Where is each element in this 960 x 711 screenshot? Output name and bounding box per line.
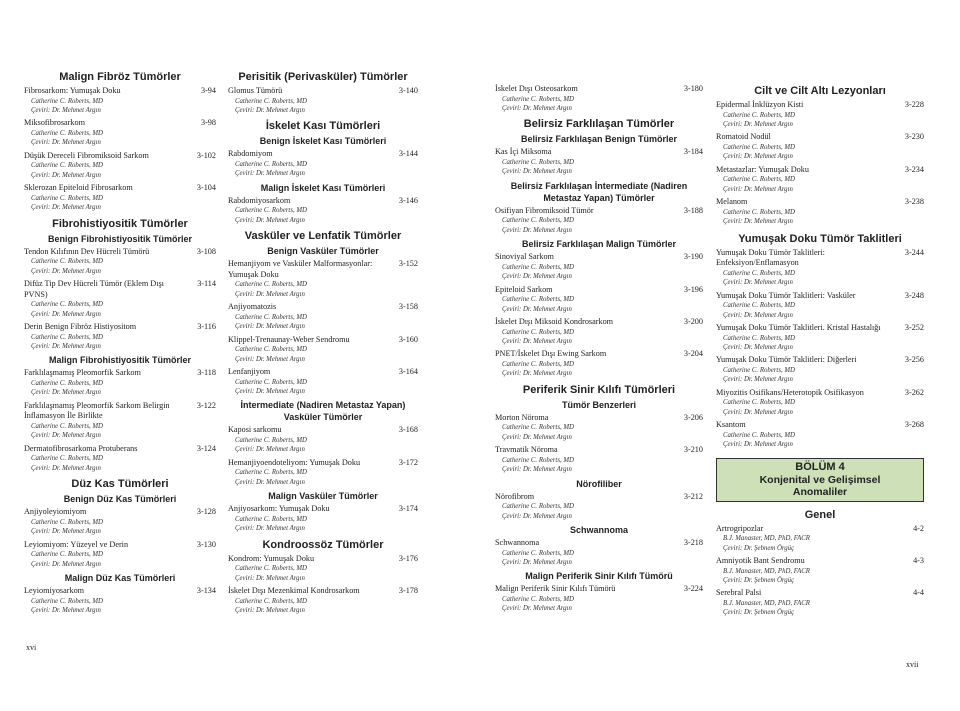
entry-title: Miksofibrosarkom: [24, 118, 85, 128]
entry-title: Yumuşak Doku Tümör Taklitleri: Diğerleri: [716, 355, 857, 365]
entry-translator: Çeviri: Dr. Mehmet Argın: [31, 267, 101, 275]
entry-author: Catherine C. Roberts, MD: [502, 263, 574, 271]
toc-entry[interactable]: [716, 197, 924, 226]
entry-translator: Çeviri: Dr. Mehmet Argın: [502, 168, 572, 176]
entry-page-number: 3-238: [904, 197, 924, 207]
entry-author: Catherine C. Roberts, MD: [502, 503, 574, 511]
toc-entry[interactable]: [228, 259, 418, 299]
entry-title: Kas İçi Miksoma: [495, 147, 552, 157]
entry-page-number: 3-172: [398, 457, 418, 467]
entry-title: Rabdomiyosarkom: [228, 195, 291, 205]
entry-author: Catherine C. Roberts, MD: [31, 455, 103, 463]
entry-page-number: 4-3: [913, 556, 924, 566]
entry-page-number: 4-2: [913, 523, 924, 533]
entry-title: Ksantom: [716, 420, 746, 430]
entry-author: Catherine C. Roberts, MD: [502, 596, 574, 604]
entry-author: B.J. Manaster, MD, PhD, FACR: [723, 567, 810, 575]
entry-translator: Çeviri: Dr. Mehmet Argın: [235, 388, 305, 396]
toc-entry[interactable]: [495, 206, 703, 235]
toc-entry[interactable]: [228, 86, 418, 115]
entry-page-number: 3-212: [683, 491, 703, 501]
subsection-heading: Benign İskelet Kası Tümörleri: [259, 136, 387, 147]
subsection-heading: İntermediate (Nadiren Metastaz Yapan) Vasküler Tümörler: [240, 400, 406, 423]
entry-page-number: 3-230: [904, 132, 924, 142]
entry-title: Schwannoma: [495, 538, 540, 548]
entry-author: Catherine C. Roberts, MD: [723, 399, 795, 407]
entry-page-number: 3-140: [398, 86, 418, 95]
entry-title: Epidermal İnklüzyon Kisti: [716, 100, 804, 109]
subsection-heading: Benign Düz Kas Tümörleri: [63, 494, 177, 505]
entry-page-number: 3-108: [196, 246, 216, 256]
entry-translator: Çeviri: Dr. Mehmet Argın: [235, 216, 305, 224]
toc-entry[interactable]: [24, 444, 216, 473]
entry-title: Epiteloid Sarkom: [495, 284, 553, 294]
entry-page-number: 3-128: [196, 507, 216, 517]
entry-title: Yumuşak Doku Tümör Taklitleri: Vasküler: [716, 290, 856, 300]
toc-entry[interactable]: [228, 302, 418, 331]
entry-title: Yumuşak Doku Tümör Taklitleri. Kristal Hastalığı: [716, 323, 881, 333]
page-number-right: xvii: [906, 660, 919, 669]
section-heading: İskelet Kası Tümörleri: [265, 120, 381, 133]
entry-author: Catherine C. Roberts, MD: [31, 194, 103, 202]
entry-page-number: 3-210: [683, 445, 703, 455]
toc-entry[interactable]: [716, 323, 924, 352]
subsection-heading: Belirsiz Farklılaşan İntermediate (Nadiren Metastaz Yapan) Tümörler: [510, 180, 688, 203]
entry-author: Catherine C. Roberts, MD: [235, 469, 307, 477]
entry-translator: Çeviri: Dr. Mehmet Argın: [502, 305, 572, 313]
subsection-heading: Schwannoma: [569, 525, 628, 536]
entry-author: Catherine C. Roberts, MD: [502, 549, 574, 557]
entry-translator: Çeviri: Dr. Mehmet Argın: [723, 344, 793, 352]
toc-entry[interactable]: [228, 367, 418, 396]
entry-author: Catherine C. Roberts, MD: [31, 423, 103, 431]
toc-entry[interactable]: [716, 100, 924, 129]
toc-entry[interactable]: [495, 349, 703, 378]
entry-page-number: 3-256: [904, 355, 924, 365]
toc-entry[interactable]: [716, 420, 924, 449]
entry-translator: Çeviri: Dr. Mehmet Argın: [31, 107, 101, 114]
toc-entry[interactable]: [24, 86, 216, 115]
entry-translator: Çeviri: Dr. Mehmet Argın: [31, 343, 101, 351]
entry-translator: Çeviri: Dr. Mehmet Argın: [723, 279, 793, 287]
entry-author: Catherine C. Roberts, MD: [235, 346, 307, 354]
toc-entry[interactable]: [495, 84, 703, 113]
entry-title: Anjiyosarkom: Yumuşak Doku: [228, 504, 330, 514]
entry-translator: Çeviri: Dr. Mehmet Argın: [31, 528, 101, 536]
entry-page-number: 3-224: [683, 584, 703, 594]
entry-author: Catherine C. Roberts, MD: [723, 334, 795, 342]
subsection-heading: Benign Vasküler Tümörler: [267, 246, 379, 257]
entry-title: İskelet Dışı Osteosarkom: [495, 84, 578, 93]
chapter-title-line: Anomaliler: [792, 485, 848, 498]
entry-title: Serebral Palsi: [716, 588, 762, 598]
entry-page-number: 3-206: [683, 412, 703, 422]
toc-entry[interactable]: [228, 196, 418, 225]
entry-page-number: 3-114: [197, 279, 216, 289]
subsection-heading: Malign İskelet Kası Tümörleri: [260, 182, 386, 193]
entry-page-number: 3-228: [904, 100, 924, 109]
toc-entry[interactable]: [228, 149, 418, 178]
entry-page-number: 3-204: [683, 349, 703, 359]
entry-page-number: 3-122: [196, 400, 216, 410]
entry-author: Catherine C. Roberts, MD: [235, 565, 307, 573]
entry-page-number: 3-134: [196, 586, 216, 596]
entry-page-number: 3-180: [683, 84, 703, 93]
toc-entry[interactable]: [24, 183, 216, 212]
entry-translator: Çeviri: Dr. Mehmet Argın: [502, 559, 572, 567]
entry-author: Catherine C. Roberts, MD: [235, 597, 307, 605]
section-heading: Periferik Sinir Kılıfı Tümörleri: [522, 383, 676, 396]
entry-translator: Çeviri: Dr. Mehmet Argın: [502, 466, 572, 474]
entry-translator: Çeviri: Dr. Mehmet Argın: [502, 338, 572, 346]
entry-title: Miyozitis Osifikans/Heterotopik Osifikasyon: [716, 387, 864, 397]
entry-author: Catherine C. Roberts, MD: [723, 176, 795, 184]
toc-entry[interactable]: [228, 335, 418, 364]
entry-author: Catherine C. Roberts, MD: [235, 437, 307, 445]
entry-page-number: 3-144: [398, 149, 418, 159]
entry-translator: Çeviri: Dr. Mehmet Argın: [723, 153, 793, 161]
entry-author: Catherine C. Roberts, MD: [235, 281, 307, 289]
entry-title: Anjiyomatozis: [228, 302, 277, 312]
entry-author: Catherine C. Roberts, MD: [31, 518, 103, 526]
toc-entry[interactable]: [495, 492, 703, 521]
entry-page-number: 3-160: [398, 334, 418, 344]
entry-title: Osifiyan Fibromiksoid Tümör: [495, 205, 594, 215]
entry-title: Artrogripozlar: [716, 523, 764, 533]
entry-translator: Çeviri: Dr. Mehmet Argın: [31, 560, 101, 568]
entry-title: Rabdomiyom: [228, 149, 273, 159]
entry-page-number: 3-176: [398, 553, 418, 563]
toc-entry[interactable]: [24, 368, 216, 397]
entry-author: B.J. Manaster, MD, PhD, FACR: [723, 600, 810, 608]
entry-page-number: 3-252: [904, 323, 924, 333]
entry-title: Travmatik Nöroma: [495, 445, 558, 455]
entry-author: Catherine C. Roberts, MD: [31, 380, 103, 388]
section-heading: Perisitik (Perivasküler) Tümörler: [238, 71, 408, 83]
entry-translator: Çeviri: Dr. Mehmet Argın: [235, 478, 305, 486]
entry-title: Hemanjiyom ve Vasküler Malformasyonlar: Yumuşak Doku: [228, 259, 373, 279]
entry-author: Catherine C. Roberts, MD: [723, 431, 795, 439]
entry-author: Catherine C. Roberts, MD: [235, 313, 307, 321]
entry-author: Catherine C. Roberts, MD: [235, 378, 307, 386]
subsection-heading: Malign Düz Kas Tümörleri: [64, 573, 176, 584]
entry-title: Dermatofibrosarkoma Protuberans: [24, 443, 138, 453]
entry-author: Catherine C. Roberts, MD: [235, 97, 307, 105]
entry-translator: Çeviri: Dr. Mehmet Argın: [723, 218, 793, 226]
entry-author: Catherine C. Roberts, MD: [31, 301, 103, 309]
entry-title: Sinoviyal Sarkom: [495, 252, 554, 262]
toc-entry[interactable]: [228, 554, 418, 583]
section-heading: Kondroossöz Tümörler: [262, 538, 384, 551]
entry-translator: Çeviri: Dr. Mehmet Argın: [31, 204, 101, 212]
entry-page-number: 3-102: [196, 150, 216, 160]
subsection-heading: Tümör Benzerleri: [561, 399, 637, 410]
entry-page-number: 3-116: [197, 322, 216, 332]
toc-entry[interactable]: [495, 252, 703, 281]
entry-translator: Çeviri: Dr. Mehmet Argın: [723, 185, 793, 193]
entry-translator: Çeviri: Dr. Mehmet Argın: [31, 310, 101, 318]
entry-author: Catherine C. Roberts, MD: [502, 95, 574, 103]
entry-page-number: 3-178: [398, 586, 418, 596]
toc-entry[interactable]: [24, 151, 216, 180]
subsection-heading: Belirsiz Farklılaşan Benign Tümörler: [520, 134, 678, 145]
entry-translator: Çeviri: Dr. Şebnem Örgüç: [723, 544, 795, 552]
entry-page-number: 3-98: [200, 118, 216, 128]
toc-entry[interactable]: [24, 586, 216, 615]
entry-title: Amniyotik Bant Sendromu: [716, 556, 805, 566]
entry-author: Catherine C. Roberts, MD: [502, 159, 574, 166]
entry-author: Catherine C. Roberts, MD: [502, 361, 574, 369]
section-heading: Fibrohistiyositik Tümörler: [52, 217, 188, 230]
entry-author: Catherine C. Roberts, MD: [723, 144, 795, 151]
subsection-heading: Malign Fibrohistiyositik Tümörler: [48, 355, 191, 366]
entry-translator: Çeviri: Dr. Şebnem Örgüç: [723, 609, 795, 617]
entry-translator: Çeviri: Dr. Mehmet Argın: [502, 433, 572, 441]
entry-title: Sklerozan Epiteloid Fibrosarkom: [24, 183, 133, 193]
entry-author: Catherine C. Roberts, MD: [502, 456, 574, 464]
toc-entry[interactable]: [716, 588, 924, 617]
entry-author: Catherine C. Roberts, MD: [502, 328, 574, 336]
entry-page-number: 3-218: [683, 538, 703, 548]
section-heading: Yumuşak Doku Tümör Taklitleri: [738, 232, 902, 245]
subsection-heading: Malign Vasküler Tümörler: [268, 491, 378, 502]
entry-page-number: 3-190: [683, 252, 703, 262]
entry-author: Catherine C. Roberts, MD: [31, 551, 103, 559]
entry-page-number: 3-188: [683, 205, 703, 215]
entry-translator: Çeviri: Dr. Mehmet Argın: [31, 432, 101, 440]
entry-translator: Çeviri: Dr. Mehmet Argın: [723, 441, 793, 449]
toc-entry[interactable]: [716, 291, 924, 320]
toc-column-3: [495, 84, 703, 617]
subsection-heading: Malign Periferik Sinir Kılıfı Tümörü: [525, 571, 673, 582]
entry-page-number: 3-234: [904, 164, 924, 174]
entry-title: Melanom: [716, 197, 748, 207]
entry-title: Kaposi sarkomu: [228, 425, 282, 435]
toc-entry[interactable]: [24, 401, 216, 441]
entry-author: Catherine C. Roberts, MD: [31, 258, 103, 266]
entry-translator: Çeviri: Dr. Mehmet Argın: [235, 290, 305, 298]
entry-page-number: 3-262: [904, 387, 924, 397]
entry-translator: Çeviri: Dr. Mehmet Argın: [723, 376, 793, 384]
entry-translator: Çeviri: Dr. Mehmet Argın: [235, 574, 305, 582]
entry-title: Farklılaşmamış Pleomorfik Sarkom: [24, 368, 141, 378]
entry-title: Difüz Tip Dev Hücreli Tümör (Eklem Dışı PVNS): [24, 279, 164, 299]
entry-page-number: 3-104: [196, 183, 216, 193]
entry-title: Anjiyoleyiomiyom: [24, 507, 87, 517]
subsection-heading: Belirsiz Farklılaşan Malign Tümörler: [521, 239, 677, 250]
entry-translator: Çeviri: Dr. Mehmet Argın: [502, 226, 572, 234]
toc-entry[interactable]: [24, 118, 216, 147]
section-heading: Belirsiz Farklılaşan Tümörler: [523, 118, 675, 131]
entry-translator: Çeviri: Dr. Mehmet Argın: [723, 121, 793, 128]
entry-author: Catherine C. Roberts, MD: [502, 217, 574, 225]
entry-page-number: 3-184: [683, 147, 703, 157]
entry-translator: Çeviri: Dr. Mehmet Argın: [502, 273, 572, 281]
entry-author: Catherine C. Roberts, MD: [31, 333, 103, 341]
entry-page-number: 3-168: [398, 425, 418, 435]
section-heading: Düz Kas Tümörleri: [71, 478, 169, 491]
entry-translator: Çeviri: Dr. Mehmet Argın: [235, 607, 305, 615]
toc-entry[interactable]: [495, 584, 703, 613]
entry-title: Fibrosarkom: Yumuşak Doku: [24, 86, 121, 95]
entry-page-number: 3-200: [683, 317, 703, 327]
entry-title: Morton Nöroma: [495, 412, 549, 422]
entry-title: Glomus Tümörü: [228, 86, 283, 95]
entry-title: PNET/İskelet Dışı Ewing Sarkom: [495, 349, 607, 359]
entry-page-number: 3-146: [398, 195, 418, 205]
entry-translator: Çeviri: Dr. Mehmet Argın: [31, 171, 101, 179]
entry-author: Catherine C. Roberts, MD: [723, 208, 795, 216]
toc-entry[interactable]: [228, 504, 418, 533]
toc-entry[interactable]: [228, 458, 418, 487]
entry-translator: Çeviri: Dr. Şebnem Örgüç: [723, 577, 795, 585]
entry-translator: Çeviri: Dr. Mehmet Argın: [502, 605, 572, 613]
entry-author: Catherine C. Roberts, MD: [31, 162, 103, 170]
entry-translator: Çeviri: Dr. Mehmet Argın: [502, 105, 572, 112]
toc-entry[interactable]: [716, 355, 924, 384]
toc-entry[interactable]: [716, 165, 924, 194]
toc-entry[interactable]: [716, 388, 924, 417]
entry-title: İskelet Dışı Mezenkimal Kondrosarkom: [228, 586, 360, 596]
entry-title: Derin Benign Fibröz Histiyositom: [24, 322, 137, 332]
toc-entry[interactable]: [495, 445, 703, 474]
entry-title: Yumuşak Doku Tümör Taklitleri: Enfeksiyon/Enflamasyon: [716, 247, 825, 268]
entry-title: Leyiomiyosarkom: [24, 586, 85, 596]
toc-entry[interactable]: [24, 507, 216, 536]
section-heading: Malign Fibröz Tümörler: [59, 71, 181, 83]
entry-page-number: 4-4: [913, 588, 924, 598]
entry-title: Düşük Dereceli Fibromiksoid Sarkom: [24, 150, 149, 160]
entry-translator: Çeviri: Dr. Mehmet Argın: [235, 107, 305, 114]
toc-entry[interactable]: [228, 425, 418, 454]
chapter-box: [716, 458, 924, 502]
chapter-title-line: Konjenital ve Gelişimsel: [759, 473, 881, 486]
entry-author: Catherine C. Roberts, MD: [502, 424, 574, 432]
entry-translator: Çeviri: Dr. Mehmet Argın: [31, 607, 101, 615]
entry-translator: Çeviri: Dr. Mehmet Argın: [235, 525, 305, 533]
subsection-heading: Nörofiliber: [576, 478, 622, 489]
entry-title: Malign Periferik Sinir Kılıfı Tümörü: [495, 584, 616, 594]
entry-translator: Çeviri: Dr. Mehmet Argın: [502, 512, 572, 520]
entry-author: Catherine C. Roberts, MD: [31, 130, 103, 137]
entry-title: Lenfanjiyom: [228, 367, 271, 377]
entry-author: Catherine C. Roberts, MD: [502, 296, 574, 304]
entry-author: Catherine C. Roberts, MD: [31, 597, 103, 605]
toc-entry[interactable]: [716, 524, 924, 553]
entry-title: Hemanjiyoendoteliyom: Yumuşak Doku: [228, 457, 361, 467]
entry-page-number: 3-118: [197, 368, 216, 378]
entry-title: Nörofibrom: [495, 491, 535, 501]
toc-column-1: [24, 70, 216, 618]
entry-page-number: 3-196: [683, 284, 703, 294]
entry-translator: Çeviri: Dr. Mehmet Argın: [723, 311, 793, 319]
entry-page-number: 3-268: [904, 420, 924, 430]
entry-title: İskelet Dışı Miksoid Kondrosarkom: [495, 317, 614, 327]
section-heading: Vasküler ve Lenfatik Tümörler: [244, 230, 402, 243]
entry-author: Catherine C. Roberts, MD: [723, 367, 795, 375]
entry-translator: Çeviri: Dr. Mehmet Argın: [502, 370, 572, 378]
toc-entry[interactable]: [716, 248, 924, 288]
entry-page-number: 3-152: [398, 259, 418, 269]
toc-entry[interactable]: [495, 317, 703, 346]
toc-entry[interactable]: [716, 556, 924, 585]
chapter-title-line: BÖLÜM 4: [795, 460, 845, 473]
toc-entry[interactable]: [495, 538, 703, 567]
entry-author: Catherine C. Roberts, MD: [235, 161, 307, 168]
entry-author: Catherine C. Roberts, MD: [723, 302, 795, 310]
entry-author: Catherine C. Roberts, MD: [235, 515, 307, 523]
entry-page-number: 3-244: [904, 247, 924, 257]
toc-entry[interactable]: [495, 413, 703, 442]
toc-entry[interactable]: [24, 279, 216, 319]
entry-author: Catherine C. Roberts, MD: [723, 111, 795, 119]
entry-title: Klippel-Trenaunay-Weber Sendromu: [228, 334, 350, 344]
entry-title: Tendon Kılıfının Dev Hücreli Tümörü: [24, 246, 150, 256]
entry-author: Catherine C. Roberts, MD: [235, 207, 307, 215]
toc-entry[interactable]: [24, 540, 216, 569]
toc-entry[interactable]: [24, 322, 216, 351]
entry-title: Metastazlar: Yumuşak Doku: [716, 164, 809, 174]
entry-author: Catherine C. Roberts, MD: [31, 97, 103, 105]
toc-entry[interactable]: [716, 132, 924, 161]
section-heading: Cilt ve Cilt Altı Lezyonları: [754, 85, 886, 97]
entry-page-number: 3-164: [398, 367, 418, 377]
entry-translator: Çeviri: Dr. Mehmet Argın: [235, 446, 305, 454]
entry-author: Catherine C. Roberts, MD: [723, 269, 795, 277]
toc-entry[interactable]: [24, 247, 216, 276]
entry-page-number: 3-174: [398, 504, 418, 514]
entry-translator: Çeviri: Dr. Mehmet Argın: [235, 323, 305, 331]
entry-page-number: 3-94: [200, 86, 216, 95]
entry-title: Kondrom: Yumuşak Doku: [228, 553, 315, 563]
toc-column-2: [228, 70, 418, 618]
toc-entry[interactable]: [228, 586, 418, 615]
entry-translator: Çeviri: Dr. Mehmet Argın: [235, 355, 305, 363]
toc-entry[interactable]: [495, 285, 703, 314]
entry-author: B.J. Manaster, MD, PhD, FACR: [723, 535, 810, 543]
entry-title: Farklılaşmamış Pleomorfik Sarkom Belirgin İnflamasyon İle Birlikte: [24, 400, 170, 421]
toc-entry[interactable]: [495, 147, 703, 176]
entry-page-number: 3-248: [904, 290, 924, 300]
entry-title: Romatoid Nodül: [716, 132, 771, 142]
entry-page-number: 3-130: [196, 539, 216, 549]
entry-page-number: 3-158: [398, 302, 418, 312]
entry-translator: Çeviri: Dr. Mehmet Argın: [235, 170, 305, 178]
entry-title: Leyiomiyom: Yüzeyel ve Derin: [24, 539, 129, 549]
entry-translator: Çeviri: Dr. Mehmet Argın: [723, 408, 793, 416]
entry-translator: Çeviri: Dr. Mehmet Argın: [31, 139, 101, 147]
entry-page-number: 3-124: [196, 443, 216, 453]
entry-translator: Çeviri: Dr. Mehmet Argın: [31, 389, 101, 397]
subsection-heading: Benign Fibrohistiyositik Tümörler: [47, 233, 192, 244]
toc-column-4: [716, 84, 924, 621]
page-number-left: xvi: [26, 643, 37, 652]
entry-translator: Çeviri: Dr. Mehmet Argın: [31, 464, 101, 472]
section-heading: Genel: [804, 508, 836, 521]
